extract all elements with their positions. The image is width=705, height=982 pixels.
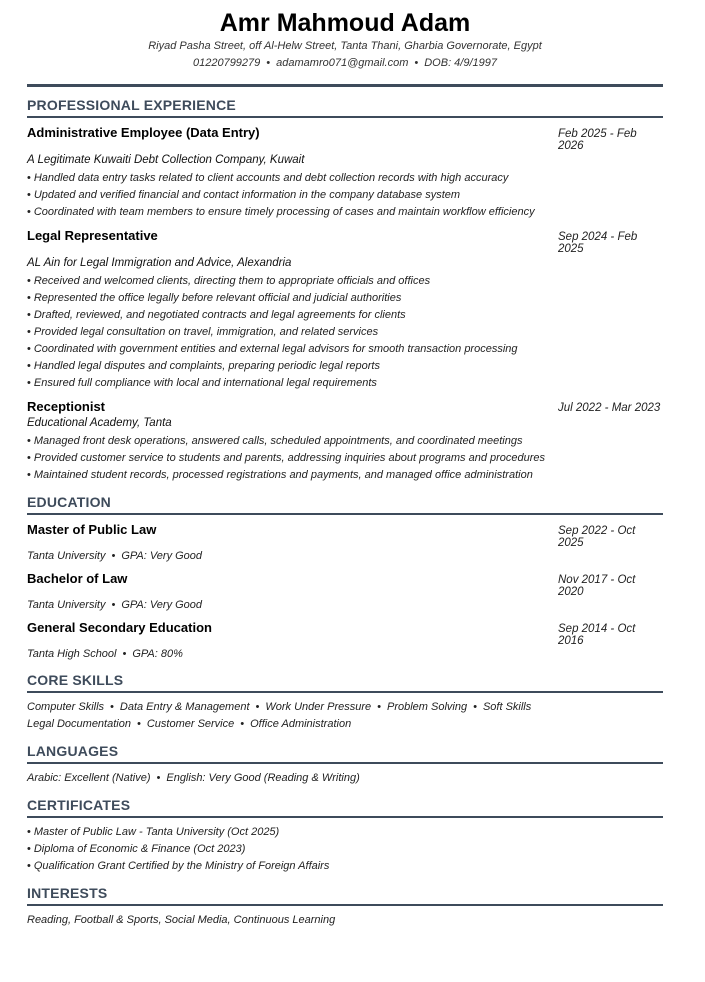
- bullet-item: • Maintained student records, processed registrations and payments, and managed office administration: [27, 467, 663, 484]
- interests-text: Reading, Football & Sports, Social Media, Continuous Learning: [27, 914, 336, 926]
- section-title-experience: PROFESSIONAL EXPERIENCE: [27, 97, 663, 118]
- skill-item: Work Under Pressure: [265, 701, 372, 713]
- education-header-row: [27, 619, 663, 647]
- job-dates: Jul 2022 - Mar 2023: [558, 402, 661, 414]
- separator-dot: •: [122, 648, 127, 660]
- education-section: [27, 494, 663, 662]
- certificate-item: • Diploma of Economic & Finance (Oct 2023): [27, 841, 663, 858]
- job-organization: A Legitimate Kuwaiti Debt Collection Company, Kuwait: [27, 154, 305, 166]
- gpa: GPA: Very Good: [121, 550, 203, 562]
- address-line: Riyad Pasha Street, off Al-Helw Street, Tanta Thani, Gharbia Governorate, Egypt: [148, 40, 542, 52]
- bullet-item: • Managed front desk operations, answered calls, scheduled appointments, and coordinated meetings: [27, 433, 663, 450]
- school-name: Tanta University: [27, 599, 106, 611]
- languages-line: [27, 770, 663, 787]
- job-entry: [27, 398, 663, 484]
- education-details: [27, 598, 663, 613]
- job-title: Receptionist: [27, 399, 106, 414]
- language-item: Arabic: Excellent (Native): [27, 772, 151, 784]
- skill-item: Legal Documentation: [27, 718, 131, 730]
- experience-section: [27, 97, 663, 484]
- bullet-item: • Updated and verified financial and contact information in the company database system: [27, 187, 663, 204]
- education-list: [27, 521, 663, 662]
- job-title: Administrative Employee (Data Entry): [27, 125, 260, 140]
- separator-dot: •: [136, 718, 141, 730]
- skills-line-1: [27, 699, 663, 716]
- job-entry: [27, 124, 663, 221]
- skill-item: Data Entry & Management: [119, 701, 250, 713]
- job-organization: Educational Academy, Tanta: [27, 417, 172, 429]
- education-details: [27, 549, 663, 564]
- education-header-row: [27, 570, 663, 598]
- bullet-item: • Received and welcomed clients, directing them to appropriate officials and offices: [27, 273, 663, 290]
- section-title-education: EDUCATION: [27, 494, 663, 515]
- degree-title: Master of Public Law: [27, 522, 157, 537]
- bullet-item: • Represented the office legally before relevant official and judicial authorities: [27, 290, 663, 307]
- certificate-item: • Qualification Grant Certified by the Ministry of Foreign Affairs: [27, 858, 663, 875]
- education-dates: Sep 2022 - Oct 2025: [558, 525, 636, 549]
- job-organization: AL Ain for Legal Immigration and Advice, Alexandria: [27, 257, 292, 269]
- separator-dot: •: [240, 718, 245, 730]
- certificates-section: [27, 797, 663, 875]
- contact-line: [27, 55, 663, 72]
- job-bullets: [27, 170, 663, 221]
- job-bullets: [27, 433, 663, 484]
- bullet-item: • Drafted, reviewed, and negotiated contracts and legal agreements for clients: [27, 307, 663, 324]
- skills-section: [27, 672, 663, 733]
- bullet-item: • Handled legal disputes and complaints, preparing periodic legal reports: [27, 358, 663, 375]
- gpa: GPA: 80%: [132, 648, 183, 660]
- separator-dot: •: [377, 701, 381, 713]
- separator-dot: •: [473, 701, 477, 713]
- section-title-interests: INTERESTS: [27, 885, 663, 906]
- section-title-certificates: CERTIFICATES: [27, 797, 663, 818]
- gpa: GPA: Very Good: [121, 599, 203, 611]
- skills-line-2: [27, 716, 663, 733]
- email-address[interactable]: adamamro071@gmail.com: [276, 57, 409, 69]
- certificate-item: • Master of Public Law - Tanta University (Oct 2025): [27, 824, 663, 841]
- language-item: English: Very Good (Reading & Writing): [166, 772, 360, 784]
- separator-dot: •: [414, 57, 419, 69]
- certificates-list: [27, 824, 663, 875]
- school-name: Tanta High School: [27, 648, 117, 660]
- school-name: Tanta University: [27, 550, 106, 562]
- job-header-row: [27, 398, 663, 415]
- separator-dot: •: [111, 599, 116, 611]
- education-dates: Sep 2014 - Oct 2016: [558, 623, 636, 647]
- separator-dot: •: [156, 772, 161, 784]
- header-divider: [27, 84, 663, 87]
- bullet-item: • Provided customer service to students and parents, addressing inquiries about programs and procedures: [27, 450, 663, 467]
- skill-item: Computer Skills: [27, 701, 105, 713]
- education-dates: Nov 2017 - Oct 2020: [558, 574, 636, 598]
- job-entry: [27, 227, 663, 392]
- education-entry: [27, 619, 663, 662]
- bullet-item: • Ensured full compliance with local and international legal requirements: [27, 375, 663, 392]
- degree-title: Bachelor of Law: [27, 571, 128, 586]
- job-header-row: [27, 227, 663, 255]
- interests-section: [27, 885, 663, 929]
- section-title-languages: LANGUAGES: [27, 743, 663, 764]
- bullet-item: • Coordinated with government entities and external legal advisors for smooth transaction processing: [27, 341, 663, 358]
- education-entry: [27, 570, 663, 613]
- job-dates: Feb 2025 - Feb 2026: [558, 128, 637, 152]
- section-title-skills: CORE SKILLS: [27, 672, 663, 693]
- job-title: Legal Representative: [27, 228, 158, 243]
- bullet-item: • Handled data entry tasks related to client accounts and debt collection records with high accuracy: [27, 170, 663, 187]
- education-details: [27, 647, 663, 662]
- languages-section: [27, 743, 663, 787]
- skill-item: Soft Skills: [482, 701, 532, 713]
- education-entry: [27, 521, 663, 564]
- separator-dot: •: [266, 57, 271, 69]
- bullet-item: • Coordinated with team members to ensure timely processing of cases and maintain workflow efficiency: [27, 204, 663, 221]
- date-of-birth: DOB: 4/9/1997: [424, 57, 498, 69]
- skill-item: Office Administration: [250, 718, 352, 730]
- bullet-item: • Provided legal consultation on travel, immigration, and related services: [27, 324, 663, 341]
- jobs-list: [27, 124, 663, 484]
- candidate-name: Amr Mahmoud Adam: [219, 9, 471, 37]
- job-header-row: [27, 124, 663, 152]
- job-bullets: [27, 273, 663, 392]
- skill-item: Customer Service: [146, 718, 235, 730]
- separator-dot: •: [255, 701, 260, 713]
- skill-item: Problem Solving: [387, 701, 468, 713]
- resume-page: [27, 0, 663, 929]
- job-dates: Sep 2024 - Feb 2025: [558, 231, 638, 255]
- phone-number: 01220799279: [192, 57, 261, 69]
- education-header-row: [27, 521, 663, 549]
- degree-title: General Secondary Education: [27, 620, 212, 635]
- separator-dot: •: [111, 550, 116, 562]
- separator-dot: •: [110, 701, 114, 713]
